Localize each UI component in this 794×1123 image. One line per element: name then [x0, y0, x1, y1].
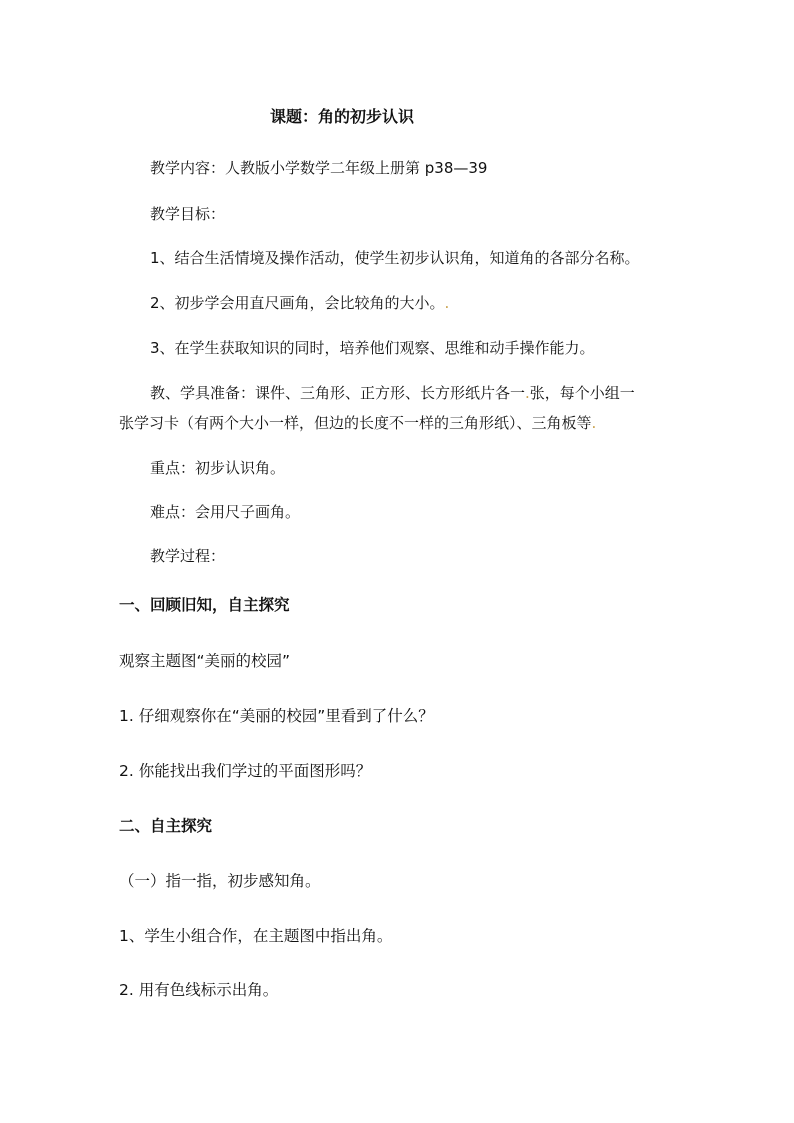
difficulty: 难点：会用尺子画角。 [150, 503, 301, 521]
step-1: 1、学生小组合作，在主题图中指出角。 [119, 927, 393, 945]
objective-1: 1、结合生活情境及操作活动，使学生初步认识角，知道角的各部分名称。 [150, 249, 640, 267]
section-2-heading: 二、自主探究 [119, 817, 213, 835]
prep-line-1 [150, 383, 710, 403]
teaching-content: 教学内容：人教版小学数学二年级上册第 p38—39 [150, 159, 488, 177]
sub-section-1: （一）指一指，初步感知角。 [119, 872, 321, 890]
section-1-heading: 一、回顾旧知，自主探究 [119, 596, 290, 614]
prep-part-2: 张，每个小组一 [529, 384, 635, 402]
process-label: 教学过程： [150, 547, 226, 565]
prep-dot: . [525, 384, 530, 402]
question-1: 1. 仔细观察你在“美丽的校园”里看到了什么？ [119, 707, 434, 725]
prep-line-2 [119, 413, 679, 433]
objective-2-dot: . [444, 294, 450, 312]
objective-2 [150, 293, 710, 313]
prep-part-1: 教、学具准备：课件、三角形、正方形、长方形纸片各一 [150, 384, 526, 402]
objectives-label: 教学目标： [150, 205, 226, 223]
prep-line-2-dot: . [591, 414, 597, 432]
step-2: 2. 用有色线标示出角。 [119, 981, 279, 999]
question-2: 2. 你能找出我们学过的平面图形吗？ [119, 762, 372, 780]
prep-line-2-text: 张学习卡（有两个大小一样，但边的长度不一样的三角形纸）、三角板等 [119, 414, 592, 432]
key-point: 重点：初步认识角。 [150, 459, 286, 477]
observe-theme: 观察主题图“美丽的校园” [119, 652, 291, 670]
objective-2-text: 2、初步学会用直尺画角，会比较角的大小。 [150, 294, 445, 312]
document-title: 课题：角的初步认识 [270, 107, 415, 126]
objective-3: 3、在学生获取知识的同时，培养他们观察、思维和动手操作能力。 [150, 339, 595, 357]
